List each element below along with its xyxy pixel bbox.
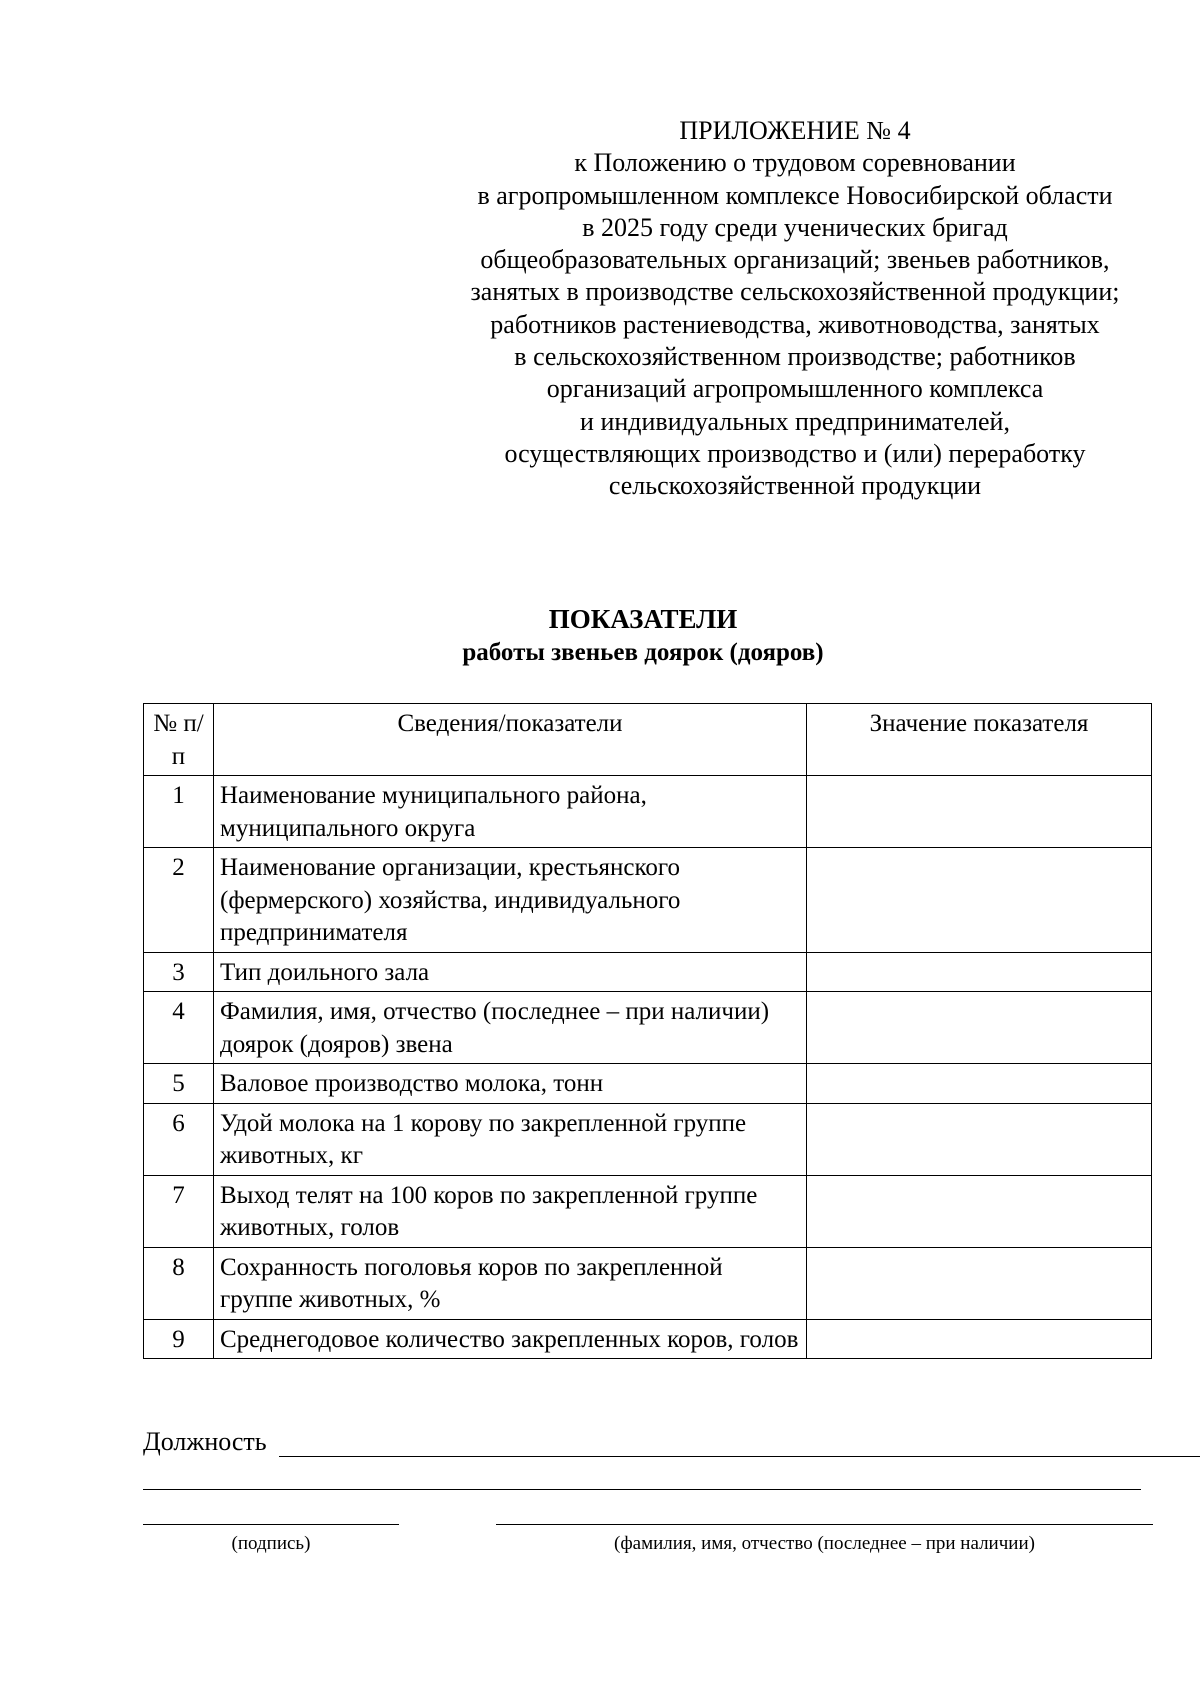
row-number: 5 (144, 1064, 214, 1104)
position-row (143, 1426, 267, 1458)
signature-caption: (подпись) (231, 1533, 311, 1554)
appendix-line: работников растениеводства, животноводства, занятых (490, 309, 1100, 339)
table-row (144, 1247, 1152, 1319)
row-value-cell[interactable] (807, 1175, 1152, 1247)
row-description: Удой молока на 1 корову по закрепленной группе животных, кг (214, 1103, 807, 1175)
row-description: Фамилия, имя, отчество (последнее – при наличии) доярок (дояров) звена (214, 992, 807, 1064)
appendix-line: организаций агропромышленного комплекса (546, 374, 1044, 404)
appendix-line: занятых в производстве сельскохозяйственной продукции; (470, 277, 1120, 307)
row-description: Наименование организации, крестьянского (фермерского) хозяйства, индивидуального предпринимателя (214, 848, 807, 953)
row-number: 1 (144, 776, 214, 848)
row-number: 6 (144, 1103, 214, 1175)
row-number: 8 (144, 1247, 214, 1319)
row-value-cell[interactable] (807, 776, 1152, 848)
table-row (144, 1319, 1152, 1359)
row-number: 2 (144, 848, 214, 953)
table-row (144, 848, 1152, 953)
appendix-line: общеобразовательных организаций; звеньев работников, (480, 245, 1110, 275)
signature-field-line[interactable] (143, 1524, 399, 1525)
appendix-header (420, 115, 1170, 503)
appendix-line: и индивидуальных предпринимателей, (580, 406, 1010, 436)
document-heading (140, 602, 1146, 670)
row-value-cell[interactable] (807, 1247, 1152, 1319)
appendix-line: в агропромышленном комплексе Новосибирской области (477, 180, 1113, 210)
full-name-caption: (фамилия, имя, отчество (последнее – при наличии) (614, 1533, 1035, 1554)
row-number: 3 (144, 952, 214, 992)
position-field-continuation-line[interactable] (143, 1489, 1141, 1490)
full-name-field-line[interactable] (496, 1524, 1153, 1525)
table-row (144, 1064, 1152, 1104)
position-label: Должность (143, 1427, 267, 1456)
row-value-cell[interactable] (807, 992, 1152, 1064)
row-value-cell[interactable] (807, 848, 1152, 953)
appendix-line: в 2025 году среди ученических бригад (582, 212, 1008, 242)
position-field-line[interactable] (279, 1456, 1200, 1457)
document-subtitle: работы звеньев доярок (дояров) (462, 639, 824, 666)
row-value-cell[interactable] (807, 952, 1152, 992)
row-description: Тип доильного зала (214, 952, 807, 992)
table-row (144, 776, 1152, 848)
row-number: 9 (144, 1319, 214, 1359)
row-description: Сохранность поголовья коров по закрепленной группе животных, % (214, 1247, 807, 1319)
appendix-line: сельскохозяйственной продукции (608, 471, 982, 501)
row-value-cell[interactable] (807, 1319, 1152, 1359)
appendix-line: к Положению о трудовом соревновании (574, 148, 1016, 178)
document-title: ПОКАЗАТЕЛИ (548, 604, 738, 634)
row-description: Валовое производство молока, тонн (214, 1064, 807, 1104)
indicators-table (143, 703, 1152, 1359)
row-description: Наименование муниципального района, муниципального округа (214, 776, 807, 848)
header-description: Сведения/показатели (214, 704, 807, 776)
table-row (144, 952, 1152, 992)
row-value-cell[interactable] (807, 1103, 1152, 1175)
appendix-line: ПРИЛОЖЕНИЕ № 4 (679, 116, 911, 145)
row-number: 4 (144, 992, 214, 1064)
header-num: № п/п (144, 704, 214, 776)
table-row (144, 1175, 1152, 1247)
row-value-cell[interactable] (807, 1064, 1152, 1104)
table-header-row (144, 704, 1152, 776)
row-description: Выход телят на 100 коров по закрепленной группе животных, голов (214, 1175, 807, 1247)
table-row (144, 992, 1152, 1064)
header-value: Значение показателя (807, 704, 1152, 776)
table-row (144, 1103, 1152, 1175)
appendix-line: в сельскохозяйственном производстве; работников (514, 342, 1076, 372)
row-number: 7 (144, 1175, 214, 1247)
appendix-line: осуществляющих производство и (или) переработку (504, 438, 1086, 468)
row-description: Среднегодовое количество закрепленных коров, голов (214, 1319, 807, 1359)
